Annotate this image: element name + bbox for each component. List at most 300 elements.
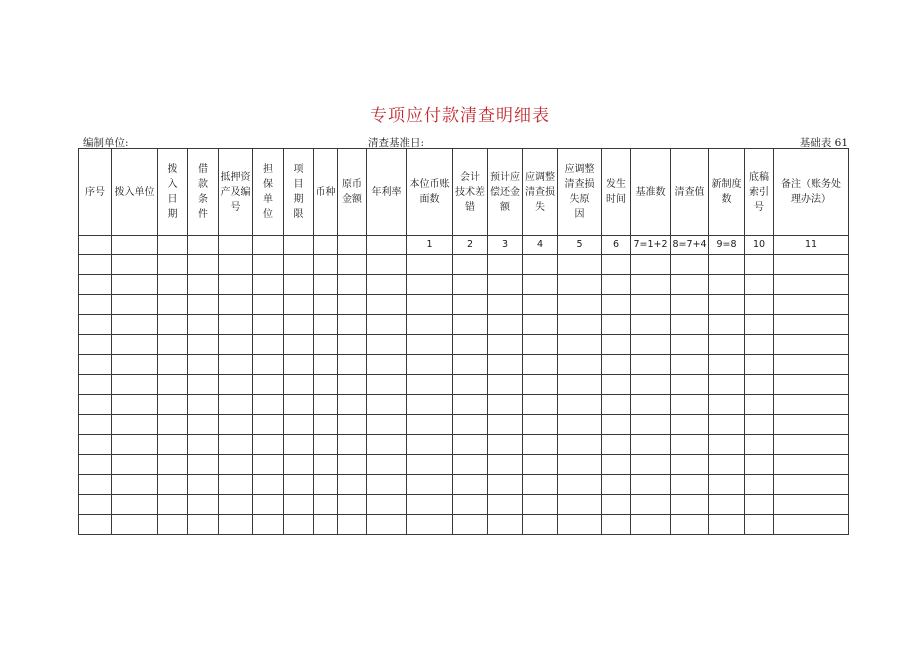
table-cell[interactable] xyxy=(112,335,158,355)
table-cell[interactable] xyxy=(314,335,338,355)
table-cell[interactable] xyxy=(523,475,558,495)
table-cell[interactable] xyxy=(219,335,253,355)
table-cell[interactable] xyxy=(631,435,671,455)
table-cell[interactable] xyxy=(338,335,367,355)
table-cell[interactable] xyxy=(314,475,338,495)
table-cell[interactable] xyxy=(558,335,602,355)
table-cell[interactable] xyxy=(745,415,774,435)
table-cell[interactable] xyxy=(774,475,849,495)
table-cell[interactable] xyxy=(253,475,284,495)
table-cell[interactable] xyxy=(774,455,849,475)
table-cell[interactable] xyxy=(158,415,188,435)
table-cell[interactable] xyxy=(709,255,745,275)
table-cell[interactable] xyxy=(774,495,849,515)
table-cell[interactable] xyxy=(79,475,112,495)
table-cell[interactable] xyxy=(523,335,558,355)
table-cell[interactable] xyxy=(558,375,602,395)
table-cell[interactable] xyxy=(158,355,188,375)
table-cell[interactable] xyxy=(79,335,112,355)
table-cell[interactable] xyxy=(488,335,523,355)
table-cell[interactable] xyxy=(367,275,407,295)
table-cell[interactable] xyxy=(407,355,453,375)
table-cell[interactable] xyxy=(112,435,158,455)
table-cell[interactable] xyxy=(219,415,253,435)
table-cell[interactable] xyxy=(488,515,523,535)
table-cell[interactable] xyxy=(314,275,338,295)
table-cell[interactable] xyxy=(188,355,219,375)
table-cell[interactable] xyxy=(774,295,849,315)
table-cell[interactable] xyxy=(453,515,488,535)
table-cell[interactable] xyxy=(407,295,453,315)
table-cell[interactable] xyxy=(488,455,523,475)
table-cell[interactable] xyxy=(367,515,407,535)
table-cell[interactable] xyxy=(671,395,709,415)
table-cell[interactable] xyxy=(158,515,188,535)
table-cell[interactable] xyxy=(188,515,219,535)
table-cell[interactable] xyxy=(602,255,631,275)
table-cell[interactable] xyxy=(253,255,284,275)
table-cell[interactable] xyxy=(671,295,709,315)
table-cell[interactable] xyxy=(488,275,523,295)
table-cell[interactable] xyxy=(284,455,314,475)
table-cell[interactable] xyxy=(745,435,774,455)
table-cell[interactable] xyxy=(407,315,453,335)
table-cell[interactable] xyxy=(253,455,284,475)
table-row xyxy=(79,255,849,275)
table-cell[interactable] xyxy=(158,435,188,455)
table-cell[interactable] xyxy=(745,255,774,275)
table-cell[interactable] xyxy=(453,395,488,415)
table-cell[interactable] xyxy=(314,455,338,475)
table-cell[interactable] xyxy=(523,515,558,535)
table-cell[interactable] xyxy=(188,375,219,395)
table-cell[interactable] xyxy=(709,295,745,315)
table-cell[interactable] xyxy=(709,455,745,475)
table-cell[interactable] xyxy=(367,415,407,435)
table-cell[interactable] xyxy=(774,415,849,435)
table-cell[interactable] xyxy=(407,495,453,515)
table-cell[interactable] xyxy=(158,395,188,415)
table-cell[interactable] xyxy=(453,315,488,335)
table-cell[interactable] xyxy=(367,375,407,395)
table-cell[interactable] xyxy=(631,355,671,375)
table-cell[interactable] xyxy=(338,275,367,295)
table-cell[interactable] xyxy=(219,295,253,315)
table-cell[interactable] xyxy=(453,275,488,295)
table-cell[interactable] xyxy=(112,475,158,495)
table-cell[interactable] xyxy=(488,395,523,415)
table-cell[interactable] xyxy=(219,515,253,535)
table-cell[interactable] xyxy=(112,415,158,435)
table-cell[interactable] xyxy=(488,375,523,395)
table-cell[interactable] xyxy=(602,275,631,295)
table-cell[interactable] xyxy=(602,335,631,355)
table-cell[interactable] xyxy=(284,415,314,435)
table-cell[interactable] xyxy=(367,495,407,515)
table-cell[interactable] xyxy=(338,375,367,395)
table-cell[interactable] xyxy=(671,435,709,455)
table-cell[interactable] xyxy=(314,355,338,375)
table-cell[interactable] xyxy=(338,455,367,475)
table-cell[interactable] xyxy=(523,435,558,455)
table-cell[interactable] xyxy=(112,315,158,335)
table-cell[interactable] xyxy=(284,495,314,515)
table-cell[interactable] xyxy=(188,415,219,435)
table-cell[interactable] xyxy=(602,315,631,335)
table-cell[interactable] xyxy=(188,315,219,335)
table-cell[interactable] xyxy=(631,455,671,475)
table-cell[interactable] xyxy=(253,355,284,375)
table-cell[interactable] xyxy=(602,375,631,395)
table-cell[interactable] xyxy=(158,335,188,355)
table-cell[interactable] xyxy=(158,295,188,315)
table-cell[interactable] xyxy=(671,315,709,335)
table-cell[interactable] xyxy=(188,295,219,315)
table-cell[interactable] xyxy=(671,475,709,495)
table-cell[interactable] xyxy=(558,455,602,475)
table-cell[interactable] xyxy=(367,455,407,475)
table-cell[interactable] xyxy=(112,375,158,395)
table-cell[interactable] xyxy=(253,435,284,455)
table-cell[interactable] xyxy=(284,515,314,535)
table-cell[interactable] xyxy=(79,495,112,515)
table-cell[interactable] xyxy=(367,475,407,495)
table-cell[interactable] xyxy=(671,335,709,355)
table-cell[interactable] xyxy=(253,275,284,295)
table-cell[interactable] xyxy=(631,415,671,435)
table-cell[interactable] xyxy=(453,495,488,515)
table-cell[interactable] xyxy=(558,415,602,435)
table-cell[interactable] xyxy=(219,375,253,395)
table-cell[interactable] xyxy=(709,315,745,335)
table-cell[interactable] xyxy=(407,415,453,435)
table-cell[interactable] xyxy=(709,435,745,455)
table-cell[interactable] xyxy=(158,255,188,275)
table-cell[interactable] xyxy=(158,275,188,295)
table-cell[interactable] xyxy=(745,455,774,475)
table-cell[interactable] xyxy=(671,415,709,435)
table-cell[interactable] xyxy=(745,395,774,415)
table-cell[interactable] xyxy=(523,255,558,275)
table-cell[interactable] xyxy=(709,395,745,415)
table-cell[interactable] xyxy=(79,515,112,535)
table-cell[interactable] xyxy=(488,315,523,335)
table-cell[interactable] xyxy=(523,375,558,395)
table-cell[interactable] xyxy=(219,395,253,415)
table-cell[interactable] xyxy=(602,395,631,415)
table-cell[interactable] xyxy=(79,395,112,415)
table-cell[interactable] xyxy=(602,475,631,495)
table-cell[interactable] xyxy=(79,455,112,475)
table-cell[interactable] xyxy=(188,495,219,515)
table-cell[interactable] xyxy=(407,435,453,455)
table-cell[interactable] xyxy=(284,255,314,275)
table-cell[interactable] xyxy=(338,395,367,415)
table-cell[interactable] xyxy=(558,355,602,375)
table-cell[interactable] xyxy=(709,355,745,375)
table-cell[interactable] xyxy=(631,395,671,415)
table-cell[interactable] xyxy=(453,375,488,395)
table-cell[interactable] xyxy=(367,315,407,335)
table-cell[interactable] xyxy=(338,515,367,535)
table-cell[interactable] xyxy=(112,295,158,315)
table-cell[interactable] xyxy=(488,475,523,495)
table-cell[interactable] xyxy=(314,375,338,395)
table-cell[interactable] xyxy=(407,335,453,355)
table-cell[interactable] xyxy=(523,275,558,295)
table-cell[interactable] xyxy=(523,495,558,515)
table-cell[interactable] xyxy=(338,495,367,515)
table-cell[interactable] xyxy=(558,275,602,295)
table-cell[interactable] xyxy=(488,355,523,375)
table-cell[interactable] xyxy=(558,315,602,335)
table-cell[interactable] xyxy=(453,335,488,355)
table-cell[interactable] xyxy=(602,455,631,475)
table-cell[interactable] xyxy=(314,255,338,275)
table-cell[interactable] xyxy=(253,375,284,395)
table-cell[interactable] xyxy=(488,415,523,435)
table-cell[interactable] xyxy=(774,375,849,395)
table-cell[interactable] xyxy=(284,435,314,455)
table-cell[interactable] xyxy=(631,515,671,535)
table-cell[interactable] xyxy=(188,475,219,495)
table-cell[interactable] xyxy=(453,355,488,375)
table-cell[interactable] xyxy=(774,395,849,415)
table-cell[interactable] xyxy=(453,435,488,455)
table-cell[interactable] xyxy=(671,355,709,375)
table-cell[interactable] xyxy=(407,395,453,415)
table-cell[interactable] xyxy=(314,315,338,335)
table-cell[interactable] xyxy=(631,315,671,335)
column-header xyxy=(112,149,158,236)
table-cell[interactable] xyxy=(407,275,453,295)
table-cell[interactable] xyxy=(338,475,367,495)
table-cell[interactable] xyxy=(112,275,158,295)
table-cell[interactable] xyxy=(558,295,602,315)
table-cell[interactable] xyxy=(558,435,602,455)
table-cell[interactable] xyxy=(558,475,602,495)
table-cell[interactable] xyxy=(671,515,709,535)
table-cell[interactable] xyxy=(79,295,112,315)
table-cell[interactable] xyxy=(523,455,558,475)
table-cell[interactable] xyxy=(558,255,602,275)
table-cell[interactable] xyxy=(79,375,112,395)
table-cell[interactable] xyxy=(219,495,253,515)
table-cell[interactable] xyxy=(774,315,849,335)
table-cell[interactable] xyxy=(709,515,745,535)
table-cell[interactable] xyxy=(488,495,523,515)
table-cell[interactable] xyxy=(367,335,407,355)
table-cell[interactable] xyxy=(407,475,453,495)
table-cell[interactable] xyxy=(314,415,338,435)
table-cell[interactable] xyxy=(709,375,745,395)
table-cell[interactable] xyxy=(745,475,774,495)
table-cell[interactable] xyxy=(219,455,253,475)
table-cell[interactable] xyxy=(745,275,774,295)
table-cell[interactable] xyxy=(407,255,453,275)
table-cell[interactable] xyxy=(523,395,558,415)
table-cell[interactable] xyxy=(253,315,284,335)
table-cell[interactable] xyxy=(774,275,849,295)
table-cell[interactable] xyxy=(709,495,745,515)
table-cell[interactable] xyxy=(158,315,188,335)
table-cell[interactable] xyxy=(79,275,112,295)
table-cell[interactable] xyxy=(602,355,631,375)
table-cell[interactable] xyxy=(284,395,314,415)
table-cell[interactable] xyxy=(338,315,367,335)
table-cell[interactable] xyxy=(79,415,112,435)
table-cell[interactable] xyxy=(188,275,219,295)
table-cell[interactable] xyxy=(158,475,188,495)
table-cell[interactable] xyxy=(284,295,314,315)
table-cell[interactable] xyxy=(488,295,523,315)
table-cell[interactable] xyxy=(284,355,314,375)
table-cell[interactable] xyxy=(367,395,407,415)
table-cell[interactable] xyxy=(407,455,453,475)
table-cell[interactable] xyxy=(631,475,671,495)
table-cell[interactable] xyxy=(158,455,188,475)
table-cell[interactable] xyxy=(631,375,671,395)
column-index-cell: 5 xyxy=(558,236,602,255)
table-cell[interactable] xyxy=(774,255,849,275)
table-cell[interactable] xyxy=(188,395,219,415)
table-cell[interactable] xyxy=(253,395,284,415)
table-cell[interactable] xyxy=(745,515,774,535)
table-cell[interactable] xyxy=(558,395,602,415)
table-cell[interactable] xyxy=(188,255,219,275)
table-cell[interactable] xyxy=(631,275,671,295)
table-cell[interactable] xyxy=(407,375,453,395)
table-cell[interactable] xyxy=(314,515,338,535)
table-cell[interactable] xyxy=(745,375,774,395)
table-cell[interactable] xyxy=(112,495,158,515)
table-cell[interactable] xyxy=(671,255,709,275)
table-cell[interactable] xyxy=(453,295,488,315)
table-cell[interactable] xyxy=(79,435,112,455)
table-cell[interactable] xyxy=(709,475,745,495)
table-cell[interactable] xyxy=(631,335,671,355)
table-cell[interactable] xyxy=(745,355,774,375)
table-cell[interactable] xyxy=(112,455,158,475)
table-cell[interactable] xyxy=(774,515,849,535)
column-index-cell xyxy=(158,236,188,255)
table-cell[interactable] xyxy=(219,275,253,295)
table-cell[interactable] xyxy=(671,275,709,295)
table-cell[interactable] xyxy=(79,355,112,375)
table-cell[interactable] xyxy=(745,335,774,355)
table-cell[interactable] xyxy=(188,335,219,355)
table-cell[interactable] xyxy=(188,435,219,455)
table-cell[interactable] xyxy=(631,295,671,315)
table-cell[interactable] xyxy=(407,515,453,535)
table-cell[interactable] xyxy=(745,495,774,515)
table-cell[interactable] xyxy=(338,355,367,375)
table-cell[interactable] xyxy=(523,295,558,315)
table-cell[interactable] xyxy=(253,335,284,355)
column-header xyxy=(188,149,219,236)
table-cell[interactable] xyxy=(453,455,488,475)
table-cell[interactable] xyxy=(284,275,314,295)
table-cell[interactable] xyxy=(774,435,849,455)
table-cell[interactable] xyxy=(188,455,219,475)
table-cell[interactable] xyxy=(671,375,709,395)
table-cell[interactable] xyxy=(602,495,631,515)
table-cell[interactable] xyxy=(671,455,709,475)
table-cell[interactable] xyxy=(367,295,407,315)
table-cell[interactable] xyxy=(558,495,602,515)
table-cell[interactable] xyxy=(314,435,338,455)
table-cell[interactable] xyxy=(314,495,338,515)
table-cell[interactable] xyxy=(367,355,407,375)
table-cell[interactable] xyxy=(631,495,671,515)
table-cell[interactable] xyxy=(558,515,602,535)
table-cell[interactable] xyxy=(219,475,253,495)
table-cell[interactable] xyxy=(112,255,158,275)
table-cell[interactable] xyxy=(112,515,158,535)
table-cell[interactable] xyxy=(709,335,745,355)
table-cell[interactable] xyxy=(523,415,558,435)
table-cell[interactable] xyxy=(671,495,709,515)
table-cell[interactable] xyxy=(112,355,158,375)
table-cell[interactable] xyxy=(253,495,284,515)
table-cell[interactable] xyxy=(112,395,158,415)
table-cell[interactable] xyxy=(284,375,314,395)
table-cell[interactable] xyxy=(79,255,112,275)
table-cell[interactable] xyxy=(338,295,367,315)
table-cell[interactable] xyxy=(488,255,523,275)
table-cell[interactable] xyxy=(602,415,631,435)
table-cell[interactable] xyxy=(488,435,523,455)
table-cell[interactable] xyxy=(219,435,253,455)
table-cell[interactable] xyxy=(774,355,849,375)
table-cell[interactable] xyxy=(284,335,314,355)
table-cell[interactable] xyxy=(219,315,253,335)
table-cell[interactable] xyxy=(709,275,745,295)
table-cell[interactable] xyxy=(284,475,314,495)
table-cell[interactable] xyxy=(523,355,558,375)
table-cell[interactable] xyxy=(253,295,284,315)
table-cell[interactable] xyxy=(338,255,367,275)
table-cell[interactable] xyxy=(219,255,253,275)
table-cell[interactable] xyxy=(602,295,631,315)
table-cell[interactable] xyxy=(453,415,488,435)
table-cell[interactable] xyxy=(158,375,188,395)
table-cell[interactable] xyxy=(453,255,488,275)
table-cell[interactable] xyxy=(367,255,407,275)
table-cell[interactable] xyxy=(158,495,188,515)
table-cell[interactable] xyxy=(314,295,338,315)
table-cell[interactable] xyxy=(631,255,671,275)
column-header-label: 本位币账 面数 xyxy=(409,179,450,205)
table-cell[interactable] xyxy=(253,415,284,435)
table-cell[interactable] xyxy=(453,475,488,495)
table-cell[interactable] xyxy=(338,415,367,435)
table-cell[interactable] xyxy=(79,315,112,335)
table-cell[interactable] xyxy=(602,515,631,535)
table-cell[interactable] xyxy=(745,315,774,335)
table-cell[interactable] xyxy=(602,435,631,455)
table-cell[interactable] xyxy=(745,295,774,315)
table-cell[interactable] xyxy=(219,355,253,375)
table-cell[interactable] xyxy=(338,435,367,455)
table-cell[interactable] xyxy=(367,435,407,455)
table-cell[interactable] xyxy=(284,315,314,335)
table-cell[interactable] xyxy=(774,335,849,355)
table-cell[interactable] xyxy=(709,415,745,435)
table-cell[interactable] xyxy=(314,395,338,415)
table-cell[interactable] xyxy=(253,515,284,535)
table-cell[interactable] xyxy=(523,315,558,335)
